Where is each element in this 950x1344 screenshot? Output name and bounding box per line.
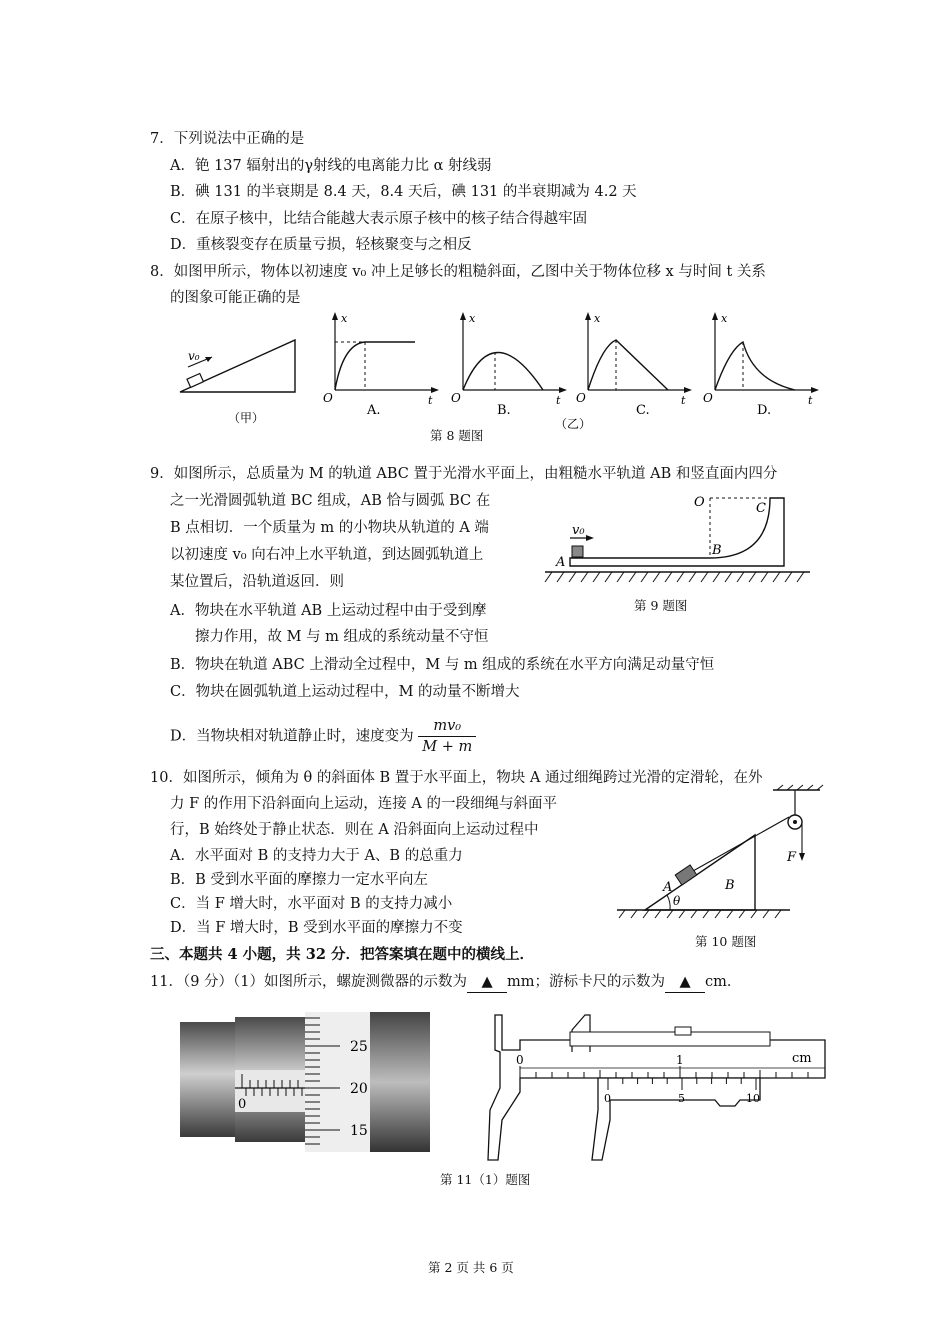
q11-micrometer bbox=[180, 1012, 430, 1152]
q9-fraction bbox=[418, 716, 476, 757]
q11-stem bbox=[150, 972, 741, 993]
q8-graph-b-label: B. bbox=[497, 403, 511, 418]
svg-text:x: x bbox=[341, 312, 348, 325]
q9-caption: 第 9 题图 bbox=[634, 598, 688, 613]
q8-graph-d bbox=[703, 312, 819, 418]
q9-stem-line4: 以初速度 v₀ 向右冲上水平轨道，到达圆弧轨道上 bbox=[170, 547, 484, 563]
q9-stem-line3: B 点相切．一个质量为 m 的小物块从轨道的 A 端 bbox=[170, 520, 489, 536]
caliper-unit-cm: cm bbox=[792, 1051, 812, 1066]
q8-figure bbox=[170, 310, 830, 440]
q9-fraction-denominator: M + m bbox=[422, 739, 473, 755]
q10-option-d: D．当 F 增大时，B 受到水平面的摩擦力不变 bbox=[170, 920, 463, 936]
svg-text:v₀: v₀ bbox=[572, 523, 585, 538]
q10-option-a: A．水平面对 B 的支持力大于 A、B 的总重力 bbox=[170, 848, 463, 864]
svg-text:t: t bbox=[808, 394, 813, 407]
q10-stem-line2: 力 F 的作用下沿斜面向上运动，连接 A 的一段细绳与斜面平 bbox=[170, 796, 557, 812]
micrometer-tick-25: 25 bbox=[350, 1039, 368, 1055]
q10-option-b: B．B 受到水平面的摩擦力一定水平向左 bbox=[170, 872, 428, 888]
q8-stem-line1: 8．如图甲所示，物体以初速度 v₀ 冲上足够长的粗糙斜面，乙图中关于物体位移 x 与时间 t 关系 bbox=[150, 264, 766, 280]
q11-vernier-caliper bbox=[480, 1010, 830, 1160]
svg-text:O: O bbox=[703, 391, 713, 405]
q9-option-d-text: D．当物块相对轨道静止时，速度变为 bbox=[170, 728, 414, 745]
caliper-main-0: 0 bbox=[516, 1053, 524, 1067]
q9-stem-line2: 之一光滑圆弧轨道 BC 组成，AB 恰与圆弧 BC 在 bbox=[170, 493, 491, 509]
micrometer-tick-15: 15 bbox=[350, 1123, 368, 1139]
q9-stem-line1: 9．如图所示，总质量为 M 的轨道 ABC 置于光滑水平面上，由粗糙水平轨道 AB 和竖直面内四分 bbox=[150, 466, 778, 482]
svg-text:C: C bbox=[756, 501, 766, 516]
q8-fig-yi: （乙） bbox=[555, 417, 592, 431]
q8-v0-label: v₀ bbox=[188, 349, 200, 363]
q7-option-a: A．铯 137 辐射出的γ射线的电离能力比 α 射线弱 bbox=[170, 158, 492, 174]
q8-graph-c bbox=[576, 312, 692, 418]
q11-prefix: 11．（9 分）（1）如图所示，螺旋测微器的示数为 bbox=[150, 974, 468, 990]
q10-caption: 第 10 题图 bbox=[695, 934, 757, 949]
svg-text:x: x bbox=[594, 312, 601, 325]
q9-option-c: C．物块在圆弧轨道上运动过程中，M 的动量不断增大 bbox=[170, 684, 520, 700]
svg-text:x: x bbox=[721, 312, 728, 325]
svg-text:A: A bbox=[663, 880, 673, 895]
q10-stem-line3: 行，B 始终处于静止状态．则在 A 沿斜面向上运动过程中 bbox=[170, 822, 539, 838]
svg-text:0: 0 bbox=[238, 1097, 247, 1112]
q10-option-c: C．当 F 增大时，水平面对 B 的支持力减小 bbox=[170, 896, 453, 912]
q8-incline-diagram bbox=[180, 340, 295, 425]
caliper-vernier-5: 5 bbox=[678, 1092, 685, 1105]
q9-figure bbox=[540, 490, 820, 590]
q11-blank-micrometer[interactable]: ▲ bbox=[467, 972, 507, 993]
svg-text:x: x bbox=[469, 312, 476, 325]
q8-graph-d-label: D. bbox=[757, 403, 772, 418]
svg-text:O: O bbox=[323, 391, 333, 405]
q9-option-a-line1: A．物块在水平轨道 AB 上运动过程中由于受到摩 bbox=[170, 603, 487, 619]
q8-stem-line2: 的图象可能正确的是 bbox=[170, 290, 301, 306]
svg-text:O: O bbox=[576, 391, 586, 405]
q10-stem-line1: 10．如图所示，倾角为 θ 的斜面体 B 置于水平面上，物块 A 通过细绳跨过光滑的定滑轮，在外 bbox=[150, 770, 763, 786]
q7-option-b: B．碘 131 的半衰期是 8.4 天，8.4 天后，碘 131 的半衰期减为 4.2 天 bbox=[170, 184, 637, 200]
svg-text:θ: θ bbox=[673, 894, 681, 908]
page-footer: 第 2 页 共 6 页 bbox=[428, 1260, 514, 1275]
svg-text:t: t bbox=[681, 394, 686, 407]
q8-graph-b bbox=[451, 312, 567, 418]
q8-graph-a bbox=[323, 312, 439, 418]
caliper-vernier-0: 0 bbox=[604, 1092, 611, 1105]
q11-caption: 第 11（1）题图 bbox=[440, 1172, 531, 1187]
svg-text:F: F bbox=[787, 850, 797, 865]
micrometer-tick-20: 20 bbox=[350, 1081, 368, 1097]
q7-option-d: D．重核裂变存在质量亏损，轻核聚变与之相反 bbox=[170, 237, 472, 253]
q7-option-c: C．在原子核中，比结合能越大表示原子核中的核子结合得越牢固 bbox=[170, 211, 588, 227]
q11-suffix: cm． bbox=[705, 974, 742, 990]
q8-fig-jia: （甲） bbox=[228, 411, 265, 425]
svg-text:A: A bbox=[556, 555, 566, 570]
q9-fraction-numerator: mv₀ bbox=[418, 716, 476, 737]
svg-text:t: t bbox=[556, 394, 561, 407]
q8-caption: 第 8 题图 bbox=[430, 428, 484, 443]
caliper-vernier-10: 10 bbox=[746, 1092, 760, 1105]
q9-option-d bbox=[170, 716, 476, 757]
svg-text:B: B bbox=[712, 543, 722, 558]
q10-figure bbox=[615, 785, 830, 930]
svg-text:O: O bbox=[694, 495, 705, 510]
svg-text:B: B bbox=[725, 878, 735, 893]
section3-heading: 三、本题共 4 小题，共 32 分．把答案填在题中的横线上． bbox=[150, 946, 534, 963]
q8-graph-c-label: C. bbox=[636, 403, 650, 418]
svg-text:t: t bbox=[428, 394, 433, 407]
q9-stem-line5: 某位置后，沿轨道返回．则 bbox=[170, 574, 344, 590]
q11-blank-caliper[interactable]: ▲ bbox=[665, 972, 705, 993]
q9-option-a-line2: 擦力作用，故 M 与 m 组成的系统动量不守恒 bbox=[195, 629, 489, 645]
q7-stem: 7．下列说法中正确的是 bbox=[150, 131, 305, 147]
q11-mid: mm；游标卡尺的示数为 bbox=[507, 974, 666, 990]
caliper-main-1: 1 bbox=[676, 1053, 684, 1067]
q9-option-b: B．物块在轨道 ABC 上滑动全过程中，M 与 m 组成的系统在水平方向满足动量守恒 bbox=[170, 657, 715, 673]
q8-graph-a-label: A. bbox=[367, 403, 381, 418]
svg-text:O: O bbox=[451, 391, 461, 405]
